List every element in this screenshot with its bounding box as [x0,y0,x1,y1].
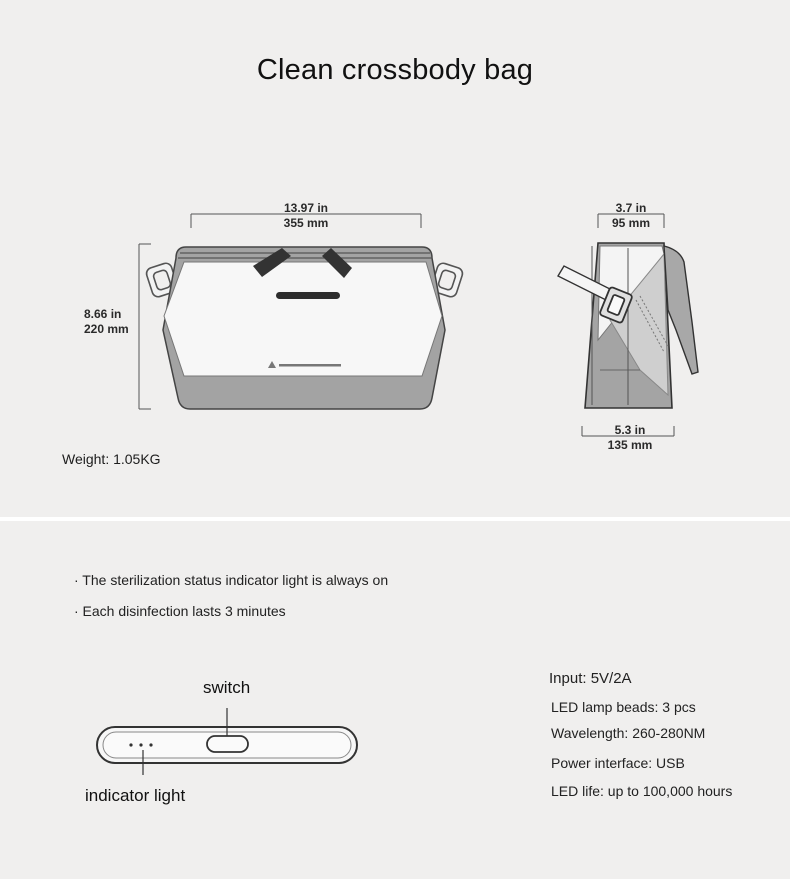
spec-led-beads: LED lamp beads: 3 pcs [551,699,696,715]
spec-led-life: LED life: up to 100,000 hours [551,783,733,799]
switch-label: switch [203,678,251,697]
feature-item-duration: · Each disinfection lasts 3 minutes [74,603,286,619]
front-height-in: 8.66 in [84,307,122,321]
spec-input: Input: 5V/2A [549,670,632,687]
indicator-light-label: indicator light [85,786,186,805]
side-bottom-mm: 135 mm [607,438,653,452]
weight-label: Weight: 1.05KG [62,451,161,467]
side-top-mm: 95 mm [611,216,651,230]
side-top-in: 3.7 in [615,201,647,215]
spec-wavelength: Wavelength: 260-280NM [551,725,706,741]
front-width-in: 13.97 in [283,201,329,215]
spec-power-interface: Power interface: USB [551,755,685,771]
front-width-mm: 355 mm [283,216,329,230]
switch-button [207,736,248,752]
front-height-mm: 220 mm [84,322,129,336]
feature-item-indicator: · The sterilization status indicator light is always on [74,572,389,588]
side-bottom-in: 5.3 in [614,423,646,437]
page-title: Clean crossbody bag [256,54,534,86]
